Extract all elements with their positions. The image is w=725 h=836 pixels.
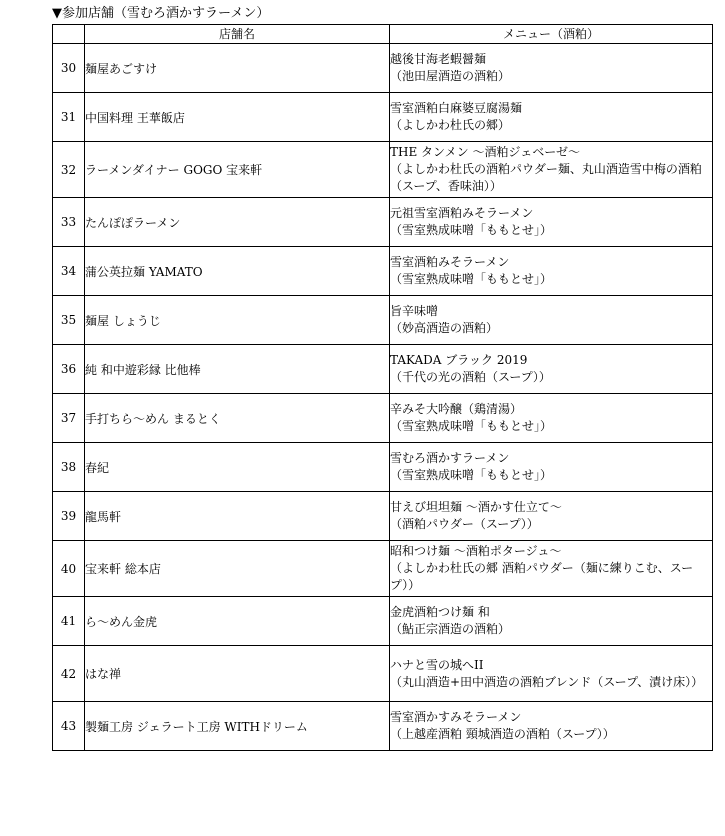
- menu-detail: （千代の光の酒粕（スープ））: [390, 370, 551, 384]
- menu-cell: [390, 702, 713, 751]
- shop-name: 蒲公英拉麺 YAMATO: [85, 247, 390, 296]
- row-number: 30: [53, 44, 85, 93]
- row-number: 40: [53, 541, 85, 597]
- menu-detail: （よしかわ杜氏の郷）: [390, 118, 511, 132]
- menu-detail: （妙高酒造の酒粕）: [390, 321, 499, 335]
- table-row: [53, 93, 713, 142]
- menu-item: 昭和つけ麺 ～酒粕ポタージュ～: [390, 544, 562, 558]
- table-row: [53, 142, 713, 198]
- menu-detail: （雪室熟成味噌「ももとせ」）: [390, 419, 553, 433]
- menu-cell: [390, 44, 713, 93]
- menu-item: 辛みそ大吟醸（鶏清湯）: [390, 402, 523, 416]
- row-number: 39: [53, 492, 85, 541]
- menu-cell: [390, 394, 713, 443]
- menu-detail: （雪室熟成味噌「ももとせ」）: [390, 272, 553, 286]
- shop-name: 麺屋 しょうじ: [85, 296, 390, 345]
- menu-cell: [390, 93, 713, 142]
- table-row: [53, 492, 713, 541]
- table-row: [53, 44, 713, 93]
- shop-name: 麺屋あごすけ: [85, 44, 390, 93]
- table-row: [53, 702, 713, 751]
- menu-detail: （鮎正宗酒造の酒粕）: [390, 622, 511, 636]
- participating-shops-table: [52, 24, 713, 751]
- table-row: [53, 394, 713, 443]
- menu-item: 雪室酒かすみそラーメン: [390, 710, 522, 724]
- shop-name: 宝来軒 総本店: [85, 541, 390, 597]
- menu-detail: （上越産酒粕 頸城酒造の酒粕（スープ））: [390, 727, 615, 741]
- menu-item: 甘えび坦坦麺 ～酒かす仕立て～: [390, 500, 562, 514]
- table-row: [53, 296, 713, 345]
- menu-cell: [390, 646, 713, 702]
- menu-cell: [390, 597, 713, 646]
- shop-name: 龍馬軒: [85, 492, 390, 541]
- shop-name: 中国料理 王華飯店: [85, 93, 390, 142]
- menu-detail: （よしかわ杜氏の酒粕パウダー麺、丸山酒造雪中梅の酒粕（スープ、香味油））: [390, 162, 702, 193]
- header-menu: メニュー（酒粕）: [390, 25, 713, 44]
- menu-item: 雪室酒粕みそラーメン: [390, 255, 510, 269]
- menu-cell: [390, 492, 713, 541]
- shop-name: たんぽぽラーメン: [85, 198, 390, 247]
- row-number: 36: [53, 345, 85, 394]
- menu-detail: （雪室熟成味噌「ももとせ」）: [390, 223, 553, 237]
- menu-item: ハナと雪の城へII: [390, 657, 484, 672]
- menu-item: 金虎酒粕つけ麺 和: [390, 605, 490, 619]
- menu-cell: [390, 247, 713, 296]
- table-row: [53, 646, 713, 702]
- shop-name: はな禅: [85, 646, 390, 702]
- shop-name: 純 和中遊彩縁 比他棒: [85, 345, 390, 394]
- row-number: 35: [53, 296, 85, 345]
- table-row: [53, 247, 713, 296]
- menu-detail: （池田屋酒造の酒粕）: [390, 69, 511, 83]
- row-number: 43: [53, 702, 85, 751]
- row-number: 32: [53, 142, 85, 198]
- table-row: [53, 443, 713, 492]
- table-row: [53, 198, 713, 247]
- shop-name: 製麺工房 ジェラート工房 WITHドリーム: [85, 702, 390, 751]
- shop-name: 手打ちら～めん まるとく: [85, 394, 390, 443]
- page-title: ▼参加店舗（雪むろ酒かすラーメン）: [52, 6, 270, 21]
- menu-detail: （酒粕パウダー（スープ））: [390, 517, 539, 531]
- menu-item: 雪むろ酒かすラーメン: [390, 451, 510, 465]
- table-row: [53, 541, 713, 597]
- row-number: 33: [53, 198, 85, 247]
- menu-item: 雪室酒粕白麻婆豆腐湯麺: [390, 101, 523, 115]
- menu-detail: （雪室熟成味噌「ももとせ」）: [390, 468, 553, 482]
- menu-item: 旨辛味噌: [390, 304, 439, 318]
- table-header-row: [53, 25, 713, 44]
- menu-cell: [390, 198, 713, 247]
- row-number: 34: [53, 247, 85, 296]
- menu-item: 越後甘海老蝦醤麺: [390, 52, 487, 66]
- menu-item: TAKADA ブラック 2019: [390, 353, 528, 367]
- table-row: [53, 345, 713, 394]
- shop-name: 春紀: [85, 443, 390, 492]
- table-row: [53, 597, 713, 646]
- header-shop-name: 店舗名: [85, 25, 390, 44]
- menu-cell: [390, 541, 713, 597]
- row-number: 42: [53, 646, 85, 702]
- menu-cell: [390, 296, 713, 345]
- menu-item: THE タンメン ～酒粕ジェベーゼ～: [390, 145, 581, 159]
- menu-cell: [390, 345, 713, 394]
- menu-detail: （よしかわ杜氏の郷 酒粕パウダー（麺に練りこむ、スープ））: [390, 561, 694, 592]
- shop-name: ら～めん金虎: [85, 597, 390, 646]
- shop-name: ラーメンダイナー GOGO 宝来軒: [85, 142, 390, 198]
- menu-item: 元祖雪室酒粕みそラーメン: [390, 206, 534, 220]
- row-number: 38: [53, 443, 85, 492]
- header-number: [53, 25, 85, 44]
- menu-cell: [390, 142, 713, 198]
- row-number: 41: [53, 597, 85, 646]
- menu-detail: （丸山酒造+田中酒造の酒粕ブレンド（スープ、漬け床））: [390, 674, 704, 689]
- row-number: 31: [53, 93, 85, 142]
- menu-cell: [390, 443, 713, 492]
- row-number: 37: [53, 394, 85, 443]
